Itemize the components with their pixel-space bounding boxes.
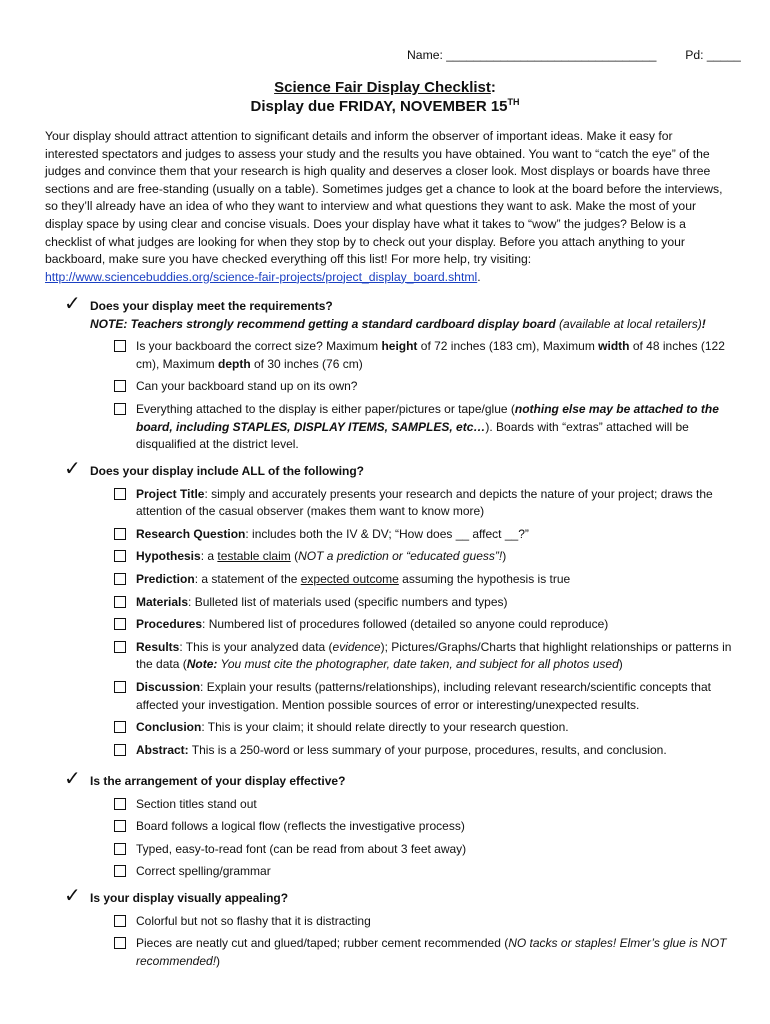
- heading-text: Is the arrangement of your display effective?: [90, 774, 346, 788]
- section-heading-appeal: [64, 885, 734, 908]
- list-item: Project Title: simply and accurately presents your research and depicts the nature of your project; draws the attention of the casual observer (makes them want to know more): [64, 486, 734, 521]
- section-appeal: [64, 885, 734, 970]
- checkmark-icon: ✓: [64, 458, 81, 480]
- title-line-1: Science Fair Display Checklist: [274, 79, 491, 96]
- components-list: [64, 486, 734, 760]
- checkbox[interactable]: [114, 403, 126, 415]
- name-field[interactable]: Name: _______________________________: [407, 48, 657, 62]
- intro-end: .: [477, 269, 481, 284]
- checkbox[interactable]: [114, 550, 126, 562]
- heading-text: Does your display meet the requirements?: [90, 299, 333, 313]
- list-item: Section titles stand out: [64, 796, 734, 814]
- list-item: Can your backboard stand up on its own?: [64, 378, 734, 396]
- checkmark-icon: ✓: [64, 885, 81, 907]
- checkbox[interactable]: [114, 937, 126, 949]
- intro-paragraph: [45, 128, 725, 286]
- list-item: Colorful but not so flashy that it is distracting: [64, 913, 734, 931]
- checkbox[interactable]: [114, 380, 126, 392]
- note-italic: (available at local retailers): [559, 316, 702, 331]
- title-colon: :: [490, 79, 496, 96]
- title-superscript: TH: [507, 97, 520, 107]
- checkbox[interactable]: [114, 488, 126, 500]
- list-item: Research Question: includes both the IV & DV; “How does __ affect __?”: [64, 526, 734, 544]
- intro-text: Your display should attract attention to significant details and inform the observer of important ideas. Make it easy for interested spectators and judges to assess your study and the results you have obtained. You want to “catch the eye” of the judges and convince them that your research is high quality and deserves a closer look. Most displays or boards have three sections and are free-standing (usually on a table). Sometimes judges get a chance to look at the board before the interviews, so they’ll already have an idea of who they want to interview and what questions they want to ask. Make the most of your display space by using clear and concise visuals. Does your display have what it takes to “wow” the judges? Below is a checklist of what judges are looking for when they stop by to check out your display. Before you attach anything to your backboard, make sure you have checked everything off this list! For more help, try visiting:: [45, 129, 723, 267]
- period-field[interactable]: Pd: _____: [685, 48, 741, 62]
- checkbox[interactable]: [114, 820, 126, 832]
- list-item: Pieces are neatly cut and glued/taped; rubber cement recommended (NO tacks or staples! Elmer’s glue is NOT recommended!): [64, 935, 734, 970]
- section-heading-requirements: [64, 293, 734, 316]
- list-item: Hypothesis: a testable claim (NOT a prediction or “educated guess”!): [64, 548, 734, 566]
- science-buddies-link[interactable]: http://www.sciencebuddies.org/science-fair-projects/project_display_board.shtml: [45, 269, 478, 284]
- section-heading-components: [64, 458, 734, 481]
- checkbox[interactable]: [114, 744, 126, 756]
- checkbox[interactable]: [114, 618, 126, 630]
- section-requirements: [64, 293, 734, 454]
- teacher-note: [64, 316, 734, 334]
- checkbox[interactable]: [114, 596, 126, 608]
- section-heading-arrangement: [64, 768, 734, 791]
- checkbox[interactable]: [114, 915, 126, 927]
- list-item: Results: This is your analyzed data (evidence); Pictures/Graphs/Charts that highlight relationships or patterns in the data (Note: You must cite the photographer, date taken, and subject for all photos used): [64, 639, 734, 674]
- list-item: Procedures: Numbered list of procedures followed (detailed so anyone could reproduce): [64, 616, 734, 634]
- heading-text: Is your display visually appealing?: [90, 891, 289, 905]
- appeal-list: [64, 913, 734, 971]
- requirements-list: [64, 338, 734, 454]
- checkbox[interactable]: [114, 865, 126, 877]
- name-pd-line: [407, 47, 741, 65]
- title-line-2: Display due FRIDAY, NOVEMBER 15: [250, 98, 508, 115]
- list-item: Is your backboard the correct size? Maximum height of 72 inches (183 cm), Maximum width of 48 inches (122 cm), Maximum depth of 30 inches (76 cm): [64, 338, 734, 373]
- note-end: !: [701, 316, 706, 331]
- list-item: Board follows a logical flow (reflects the investigative process): [64, 818, 734, 836]
- list-item: Materials: Bulleted list of materials used (specific numbers and types): [64, 594, 734, 612]
- checkbox[interactable]: [114, 573, 126, 585]
- checkbox[interactable]: [114, 528, 126, 540]
- list-item: Correct spelling/grammar: [64, 863, 734, 881]
- list-item: Abstract: This is a 250-word or less summary of your purpose, procedures, results, and conclusion.: [64, 742, 734, 760]
- checkbox[interactable]: [114, 681, 126, 693]
- checkbox[interactable]: [114, 721, 126, 733]
- heading-text: Does your display include ALL of the following?: [90, 464, 365, 478]
- checkmark-icon: ✓: [64, 293, 81, 315]
- checkmark-icon: ✓: [64, 768, 81, 790]
- list-item: Discussion: Explain your results (patterns/relationships), including relevant research/scientific concepts that affected your investigation. Mention possible sources of error or interesting/unexpected results.: [64, 679, 734, 714]
- note-bold: NOTE: Teachers strongly recommend getting a standard cardboard display board: [90, 316, 559, 331]
- list-item: Typed, easy-to-read font (can be read from about 3 feet away): [64, 841, 734, 859]
- list-item: Everything attached to the display is either paper/pictures or tape/glue (nothing else may be attached to the board, including STAPLES, DISPLAY ITEMS, SAMPLES, etc…). Boards with “extras” attached will be disqualified at the district level.: [64, 401, 734, 454]
- arrangement-list: [64, 796, 734, 881]
- checkbox[interactable]: [114, 843, 126, 855]
- section-components: [64, 458, 734, 759]
- checkbox[interactable]: [114, 340, 126, 352]
- list-item: Conclusion: This is your claim; it should relate directly to your research question.: [64, 719, 734, 737]
- checkbox[interactable]: [114, 641, 126, 653]
- page-title: [0, 78, 770, 116]
- list-item: Prediction: a statement of the expected outcome assuming the hypothesis is true: [64, 571, 734, 589]
- checkbox[interactable]: [114, 798, 126, 810]
- section-arrangement: [64, 768, 734, 881]
